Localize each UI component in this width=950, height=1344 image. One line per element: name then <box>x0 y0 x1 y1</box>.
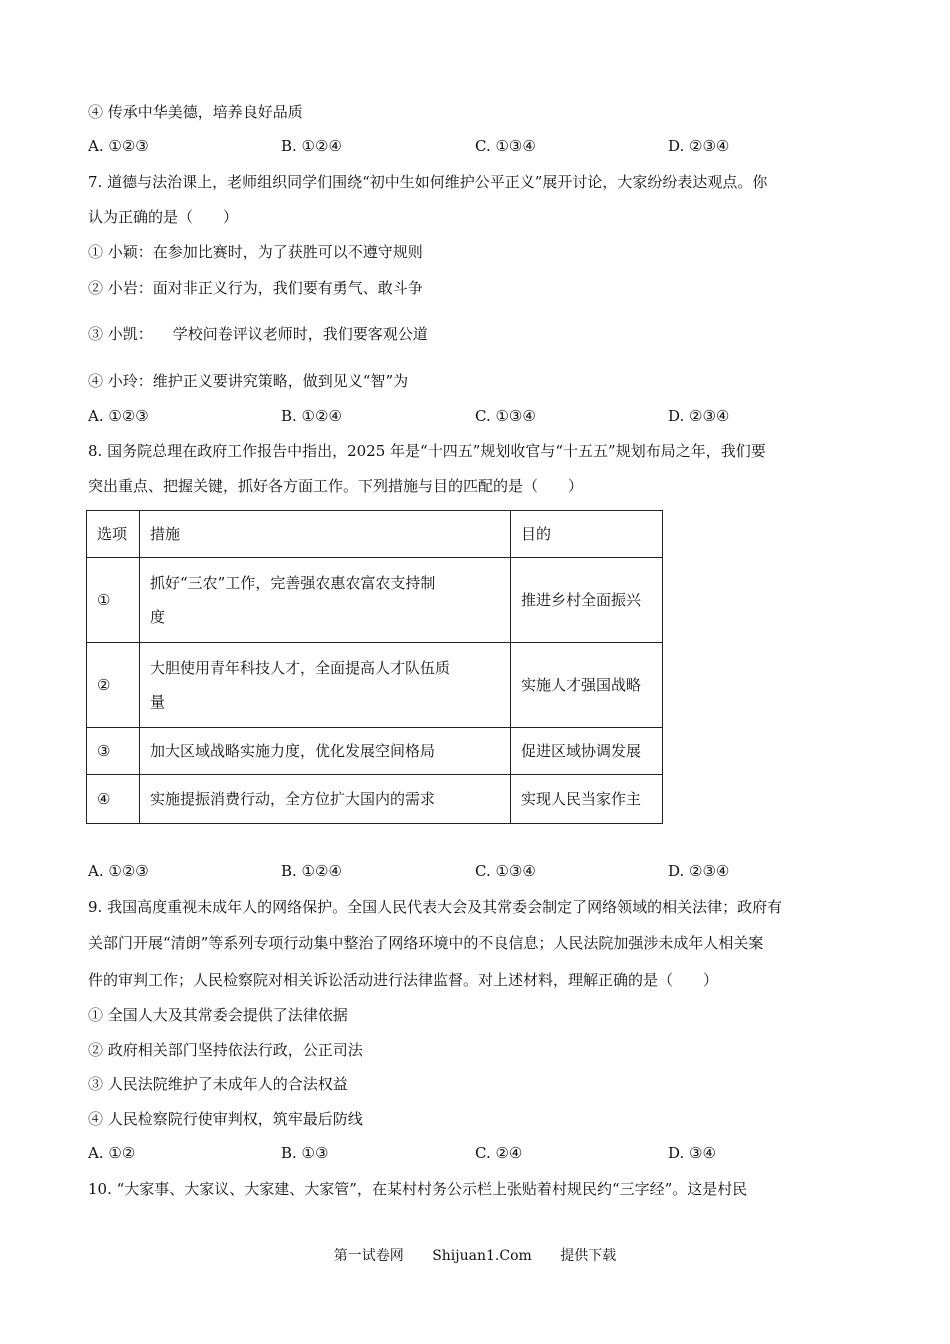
row-option: ④ <box>87 775 140 824</box>
q6-options <box>88 136 888 156</box>
q9-options <box>88 1143 888 1163</box>
q8-measures-table <box>86 510 663 824</box>
row-goal: 实现人民当家作主 <box>511 775 663 824</box>
q7-item-3 <box>88 324 428 344</box>
row-measure: 实施提振消费行动，全方位扩大国内的需求 <box>140 775 511 824</box>
row-measure <box>140 643 511 728</box>
row-goal: 促进区域协调发展 <box>511 728 663 775</box>
row-goal: 推进乡村全面振兴 <box>511 558 663 643</box>
header-measure: 措施 <box>140 511 511 558</box>
q9-item-1: ① 全国人大及其常委会提供了法律依据 <box>88 1006 348 1024</box>
q7-option-d: D. ②③④ <box>668 407 730 425</box>
q6-option-a: A. ①②③ <box>88 137 149 155</box>
q6-option-d: D. ②③④ <box>668 137 730 155</box>
q8-option-b: B. ①②④ <box>281 862 342 880</box>
q8-option-c: C. ①③④ <box>475 862 536 880</box>
row-measure <box>140 558 511 643</box>
q7-item-3-speaker: ③ 小凯： <box>88 325 153 343</box>
q9-option-b: B. ①③ <box>281 1144 329 1162</box>
header-goal: 目的 <box>511 511 663 558</box>
footer-note: 提供下载 <box>560 1248 617 1264</box>
q7-option-a: A. ①②③ <box>88 407 149 425</box>
row-measure-line2: 度 <box>150 608 166 626</box>
page-footer <box>0 1246 950 1266</box>
q9-item-4: ④ 人民检察院行使审判权，筑牢最后防线 <box>88 1110 363 1128</box>
table-row <box>87 643 663 728</box>
row-option: ① <box>87 558 140 643</box>
header-option: 选项 <box>87 511 140 558</box>
q9-stem-line1: 9. 我国高度重视未成年人的网络保护。全国人民代表大会及其常委会制定了网络领域的相关法律；政府有 <box>88 898 783 916</box>
q7-item-2: ② 小岩：面对非正义行为，我们要有勇气、敢斗争 <box>88 279 423 297</box>
row-option: ③ <box>87 728 140 775</box>
table-header-row <box>87 511 663 558</box>
q8-stem-line2: 突出重点、把握关键，抓好各方面工作。下列措施与目的匹配的是（ ） <box>88 477 584 495</box>
q9-stem-line3: 件的审判工作；人民检察院对相关诉讼活动进行法律监督。对上述材料，理解正确的是（ ） <box>88 971 719 989</box>
q6-option-b: B. ①②④ <box>281 137 342 155</box>
q7-item-1: ① 小颖：在参加比赛时，为了获胜可以不遵守规则 <box>88 243 423 261</box>
footer-domain: Shijuan1.Com <box>432 1248 532 1264</box>
q6-option-c: C. ①③④ <box>475 137 536 155</box>
q9-item-3: ③ 人民法院维护了未成年人的合法权益 <box>88 1075 348 1093</box>
q7-options <box>88 406 888 426</box>
q7-item-4: ④ 小玲：维护正义要讲究策略，做到见义“智”为 <box>88 372 409 390</box>
q9-item-2: ② 政府相关部门坚持依法行政，公正司法 <box>88 1041 363 1059</box>
row-option: ② <box>87 643 140 728</box>
q8-options <box>88 861 888 881</box>
q10-stem-line1: 10. “大家事、大家议、大家建、大家管”，在某村村务公示栏上张贴着村规民约“三字经”。这是村民 <box>88 1180 748 1198</box>
row-measure-line1: 大胆使用青年科技人才，全面提高人才队伍质 <box>150 659 451 677</box>
q9-option-c: C. ②④ <box>475 1144 523 1162</box>
q9-stem-line2: 关部门开展“清朗”等系列专项行动集中整治了网络环境中的不良信息；人民法院加强涉未成年人相关案 <box>88 934 764 952</box>
q7-item-3-text: 学校问卷评议老师时，我们要客观公道 <box>172 325 428 343</box>
q8-option-a: A. ①②③ <box>88 862 149 880</box>
row-measure: 加大区域战略实施力度，优化发展空间格局 <box>140 728 511 775</box>
q7-stem-line1: 7. 道德与法治课上，老师组织同学们围绕“初中生如何维护公平正义”展开讨论，大家纷纷表达观点。你 <box>88 173 768 191</box>
q6-item-4: ④ 传承中华美德，培养良好品质 <box>88 103 303 121</box>
q7-stem-line2: 认为正确的是（ ） <box>88 208 239 226</box>
q9-option-a: A. ①② <box>88 1144 136 1162</box>
footer-site-name: 第一试卷网 <box>333 1248 404 1264</box>
q9-option-d: D. ③④ <box>668 1144 716 1162</box>
row-goal: 实施人才强国战略 <box>511 643 663 728</box>
row-measure-line1: 抓好“三农”工作，完善强农惠农富农支持制 <box>150 574 436 592</box>
table-row <box>87 728 663 775</box>
q7-option-c: C. ①③④ <box>475 407 536 425</box>
table-row <box>87 558 663 643</box>
q8-option-d: D. ②③④ <box>668 862 730 880</box>
table-row <box>87 775 663 824</box>
q7-option-b: B. ①②④ <box>281 407 342 425</box>
q8-stem-line1: 8. 国务院总理在政府工作报告中指出，2025 年是“十四五”规划收官与“十五五”规划布局之年，我们要 <box>88 442 766 460</box>
row-measure-line2: 量 <box>150 693 166 711</box>
